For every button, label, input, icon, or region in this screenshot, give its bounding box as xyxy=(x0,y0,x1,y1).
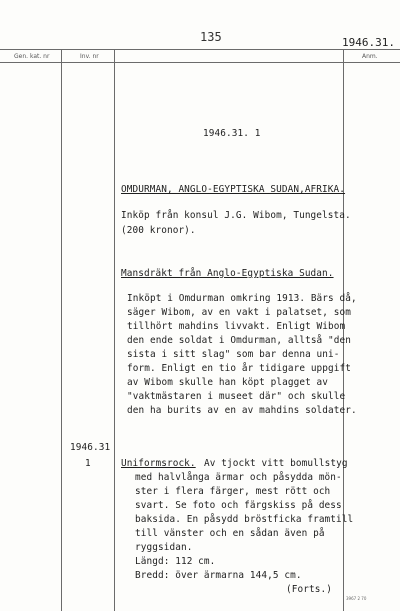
history-line: den ende soldat i Omdurman, alltså "den xyxy=(127,335,352,346)
costume-heading: Mansdräkt från Anglo-Egyptiska Sudan. xyxy=(121,268,334,279)
purchase-line: (200 kronor). xyxy=(121,225,196,236)
item-name: Uniformsrock. xyxy=(121,458,196,469)
item-description-line: ryggsidan. xyxy=(135,542,193,553)
column-divider-2 xyxy=(114,49,115,611)
column-divider-1 xyxy=(61,49,62,611)
history-line: form. Enligt en tio år tidigare uppgift xyxy=(127,363,352,374)
history-line: sista i sitt slag" som bar denna uni- xyxy=(127,349,340,360)
history-line: den ha burits av en av mahdins soldater. xyxy=(127,405,357,416)
page-number: 135 xyxy=(200,30,222,44)
item-description-line: ster i flera färger, mest rött och xyxy=(135,486,331,497)
item-description-line: svart. Se foto och färgskiss på dess xyxy=(135,500,342,511)
footer-print-mark: 3967 2 70 xyxy=(346,596,367,601)
item-measurement-line: Bredd: över ärmarna 144,5 cm. xyxy=(135,570,302,581)
item-inv-number: 1946.31 xyxy=(70,442,111,453)
header-bottom-rule xyxy=(0,62,400,63)
item-measurement-line: Längd: 112 cm. xyxy=(135,556,216,567)
column-header-gen-kat: Gen. kat. nr xyxy=(14,53,50,60)
item-sub-number: 1 xyxy=(85,458,91,469)
history-line: tillhört mahdins livvakt. Enligt Wibom xyxy=(127,321,346,332)
year-identifier: 1946.31. xyxy=(342,36,395,49)
column-header-inv: Inv. nr xyxy=(80,53,99,60)
header-top-rule xyxy=(0,49,400,50)
location-heading: OMDURMAN, ANGLO-EGYPTISKA SUDAN,AFRIKA. xyxy=(121,184,346,195)
item-description-line: baksida. En påsydd bröstficka framtill xyxy=(135,514,354,525)
history-line: säger Wibom, av en vakt i palatset, som xyxy=(127,307,352,318)
column-header-anm: Anm. xyxy=(362,53,378,60)
continued-note: (Forts.) xyxy=(286,584,332,595)
item-description-line: med halvlånga ärmar och påsydda mön- xyxy=(135,472,342,483)
purchase-line: Inköp från konsul J.G. Wibom, Tungelsta. xyxy=(121,210,351,221)
catalog-number: 1946.31. 1 xyxy=(203,128,261,139)
item-description-first: Av tjockt vitt bomullstyg xyxy=(204,458,348,469)
item-description-line: till vänster och en sådan även på xyxy=(135,528,325,539)
history-line: "vaktmästaren i museet där" och skulle xyxy=(127,391,346,402)
history-line: av Wibom skulle han köpt plagget av xyxy=(127,377,329,388)
history-line: Inköpt i Omdurman omkring 1913. Bärs då, xyxy=(127,293,357,304)
